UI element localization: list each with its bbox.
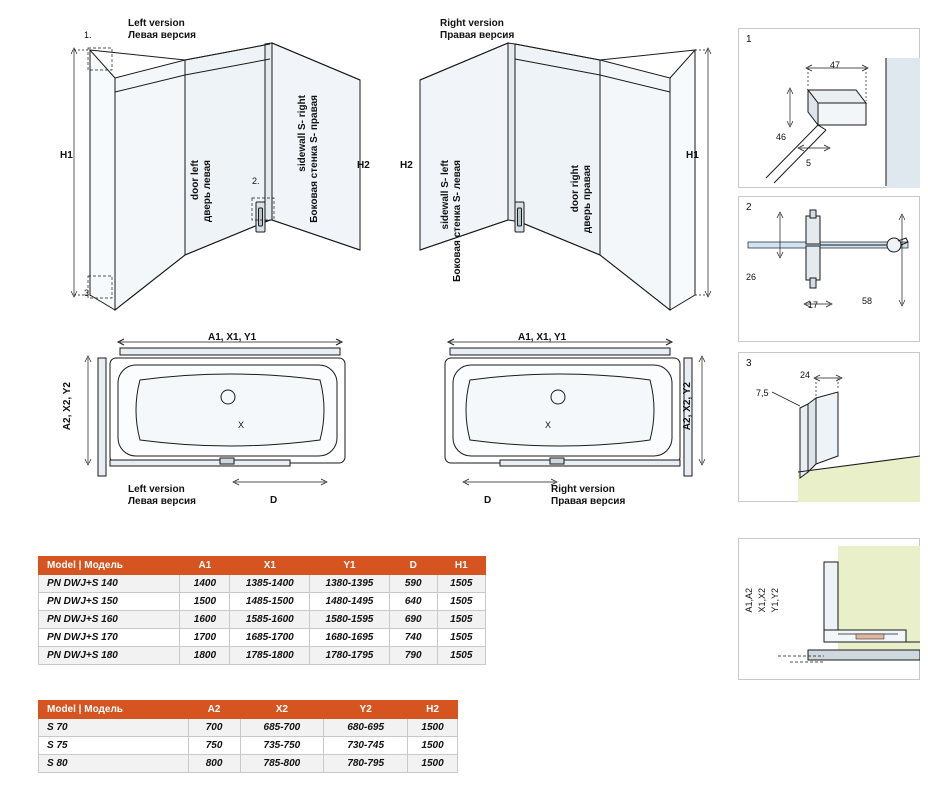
detail-1 bbox=[738, 28, 920, 188]
cell-y2: 680-695 bbox=[324, 719, 408, 737]
th-d: D bbox=[389, 557, 437, 575]
cell-y1: 1680-1695 bbox=[310, 629, 390, 647]
cell-model: S 70 bbox=[39, 719, 189, 737]
th-a2: A2 bbox=[188, 701, 240, 719]
callout-2-label: 2. bbox=[252, 176, 260, 186]
plan-right-top-dim: A1, X1, Y1 bbox=[518, 332, 567, 343]
cell-model: PN DWJ+S 140 bbox=[39, 575, 180, 593]
cell-x2: 735-750 bbox=[240, 737, 324, 755]
cell-h2: 1500 bbox=[408, 737, 458, 755]
cell-y1: 1580-1595 bbox=[310, 611, 390, 629]
callout-3-label: 3. bbox=[84, 288, 92, 298]
table-header-row bbox=[39, 701, 458, 719]
cell-x1: 1785-1800 bbox=[230, 647, 310, 665]
table-row bbox=[39, 611, 486, 629]
detail-1-dim-46: 46 bbox=[776, 132, 787, 142]
cell-x1: 1585-1600 bbox=[230, 611, 310, 629]
cell-d: 690 bbox=[389, 611, 437, 629]
cell-a1: 1500 bbox=[180, 593, 230, 611]
cell-model: PN DWJ+S 150 bbox=[39, 593, 180, 611]
detail-4-label-x: X1,X2 bbox=[757, 588, 767, 613]
cell-h1: 1505 bbox=[437, 647, 485, 665]
cell-d: 590 bbox=[389, 575, 437, 593]
cell-a2: 750 bbox=[188, 737, 240, 755]
th-h2: H2 bbox=[408, 701, 458, 719]
th-x2: X2 bbox=[240, 701, 324, 719]
cell-d: 790 bbox=[389, 647, 437, 665]
cell-y1: 1780-1795 bbox=[310, 647, 390, 665]
table-row bbox=[39, 593, 486, 611]
svg-text:1: 1 bbox=[746, 34, 752, 45]
table-row bbox=[39, 737, 458, 755]
svg-text:2: 2 bbox=[746, 202, 752, 213]
detail-4-label-y: Y1,Y2 bbox=[770, 588, 780, 613]
cell-a2: 700 bbox=[188, 719, 240, 737]
cell-a1: 1800 bbox=[180, 647, 230, 665]
detail-2-dim-17: 17 bbox=[808, 300, 819, 310]
detail-3-dim-75: 7,5 bbox=[756, 388, 769, 398]
detail-4-label-a: A1,A2 bbox=[744, 588, 754, 613]
right-sidewall-label-en: sidewall S- left bbox=[440, 160, 451, 230]
cell-x2: 685-700 bbox=[240, 719, 324, 737]
cell-model: S 75 bbox=[39, 737, 189, 755]
detail-2-dim-58: 58 bbox=[862, 296, 873, 306]
left-sidewall-label-ru: Боковая стенка S- правая bbox=[309, 95, 320, 223]
cell-x2: 785-800 bbox=[240, 755, 324, 773]
cell-model: PN DWJ+S 180 bbox=[39, 647, 180, 665]
cell-h1: 1505 bbox=[437, 629, 485, 647]
table-row bbox=[39, 629, 486, 647]
right-door-label-ru: дверь правая bbox=[582, 165, 593, 234]
detail-3 bbox=[738, 352, 920, 502]
table-models-a2 bbox=[38, 700, 458, 773]
left-door-label-en: door left bbox=[190, 160, 201, 200]
table-row bbox=[39, 719, 458, 737]
cell-h2: 1500 bbox=[408, 719, 458, 737]
cell-a2: 800 bbox=[188, 755, 240, 773]
cell-y1: 1380-1395 bbox=[310, 575, 390, 593]
left-door-label-ru: дверь левая bbox=[202, 160, 213, 223]
plan-left-side-dim: A2, X2, Y2 bbox=[62, 382, 73, 431]
detail-1-dim-5: 5 bbox=[806, 158, 812, 168]
table-row bbox=[39, 755, 458, 773]
cell-a1: 1400 bbox=[180, 575, 230, 593]
cell-model: PN DWJ+S 160 bbox=[39, 611, 180, 629]
spec-table-2 bbox=[38, 700, 458, 773]
table-models-a1 bbox=[38, 556, 486, 665]
cell-a1: 1600 bbox=[180, 611, 230, 629]
plan-right-side-dim: A2, X2, Y2 bbox=[682, 382, 693, 431]
detail-2-dim-26: 26 bbox=[746, 272, 757, 282]
left-sidewall-label-en: sidewall S- right bbox=[297, 95, 308, 172]
right-sidewall-label-ru: Боковая стенка S- левая bbox=[452, 160, 463, 282]
plan-right-center-mark: X bbox=[545, 420, 552, 430]
table-row bbox=[39, 647, 486, 665]
plan-right-title: Right version Правая версия bbox=[551, 484, 626, 507]
th-a1: A1 bbox=[180, 557, 230, 575]
cell-x1: 1485-1500 bbox=[230, 593, 310, 611]
left-version-drawing bbox=[60, 30, 390, 320]
detail-2 bbox=[738, 196, 920, 342]
plan-left-bottom-dim: D bbox=[270, 495, 278, 506]
cell-model: S 80 bbox=[39, 755, 189, 773]
right-version-title-en: Right version Правая версия bbox=[440, 18, 515, 41]
left-h1-dim: H1 bbox=[60, 150, 73, 161]
cell-y1: 1480-1495 bbox=[310, 593, 390, 611]
cell-d: 640 bbox=[389, 593, 437, 611]
cell-h1: 1505 bbox=[437, 593, 485, 611]
cell-x1: 1385-1400 bbox=[230, 575, 310, 593]
left-h2-dim: H2 bbox=[357, 160, 370, 171]
cell-y2: 780-795 bbox=[324, 755, 408, 773]
th-y1: Y1 bbox=[310, 557, 390, 575]
cell-d: 740 bbox=[389, 629, 437, 647]
th-h1: H1 bbox=[437, 557, 485, 575]
spec-table-1 bbox=[38, 556, 486, 665]
table-row bbox=[39, 575, 486, 593]
plan-view-left bbox=[80, 330, 380, 490]
cell-h1: 1505 bbox=[437, 611, 485, 629]
right-h2-dim: H2 bbox=[400, 160, 413, 171]
left-version-title-en: Left version Левая версия bbox=[128, 18, 196, 41]
svg-text:3: 3 bbox=[746, 358, 752, 369]
detail-3-dim-24: 24 bbox=[800, 370, 811, 380]
plan-left-top-dim: A1, X1, Y1 bbox=[208, 332, 257, 343]
plan-right-bottom-dim: D bbox=[484, 495, 492, 506]
cell-x1: 1685-1700 bbox=[230, 629, 310, 647]
th-model: Model | Модель bbox=[39, 557, 180, 575]
th-y2: Y2 bbox=[324, 701, 408, 719]
cell-h2: 1500 bbox=[408, 755, 458, 773]
right-h1-dim: H1 bbox=[686, 150, 699, 161]
plan-left-title: Left version Левая версия bbox=[128, 484, 196, 507]
cell-model: PN DWJ+S 170 bbox=[39, 629, 180, 647]
th-model: Model | Модель bbox=[39, 701, 189, 719]
cell-y2: 730-745 bbox=[324, 737, 408, 755]
detail-1-dim-47: 47 bbox=[830, 60, 841, 70]
table-header-row bbox=[39, 557, 486, 575]
callout-1-label: 1. bbox=[84, 30, 92, 40]
plan-view-right bbox=[410, 330, 710, 490]
plan-left-center-mark: X bbox=[238, 420, 245, 430]
right-door-label-en: door right bbox=[570, 165, 581, 213]
th-x1: X1 bbox=[230, 557, 310, 575]
cell-a1: 1700 bbox=[180, 629, 230, 647]
cell-h1: 1505 bbox=[437, 575, 485, 593]
